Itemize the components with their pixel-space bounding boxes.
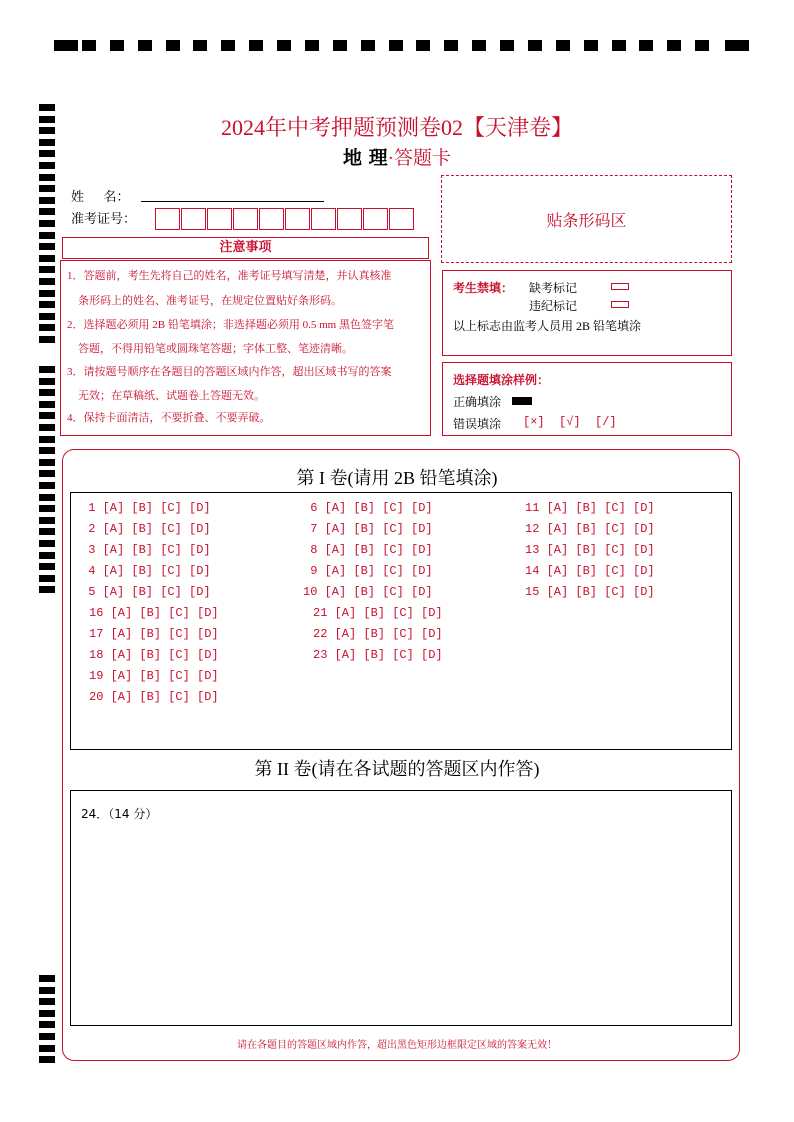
timing-mark bbox=[39, 586, 55, 593]
exam-id-digit-box[interactable] bbox=[311, 208, 336, 230]
forbidden-label: 考生禁填： bbox=[453, 281, 514, 295]
timing-mark bbox=[39, 104, 55, 111]
timing-mark bbox=[39, 998, 55, 1005]
notice-title: 注意事项 bbox=[62, 237, 429, 259]
timing-mark bbox=[39, 401, 55, 408]
timing-mark bbox=[639, 40, 653, 51]
timing-mark bbox=[193, 40, 207, 51]
fill-sample-box bbox=[442, 362, 732, 436]
barcode-area bbox=[441, 175, 732, 263]
exam-id-digit-box[interactable] bbox=[181, 208, 206, 230]
timing-mark bbox=[39, 174, 55, 181]
absent-mark-box[interactable] bbox=[611, 283, 629, 290]
fill-sample-title: 选择题填涂样例： bbox=[453, 373, 550, 387]
exam-id-digit-box[interactable] bbox=[155, 208, 180, 230]
exam-id-digit-box[interactable] bbox=[233, 208, 258, 230]
timing-mark bbox=[39, 278, 55, 285]
wrong-fill-label: 错误填涂 bbox=[453, 417, 502, 431]
exam-id-digit-box[interactable] bbox=[363, 208, 388, 230]
timing-mark bbox=[110, 40, 124, 51]
timing-mark bbox=[277, 40, 291, 51]
name-field[interactable] bbox=[141, 201, 324, 202]
timing-mark bbox=[444, 40, 458, 51]
timing-mark bbox=[39, 447, 55, 454]
exam-id-label: 准考证号： bbox=[71, 211, 137, 226]
notice-line: 2．选择题必须用 2B 铅笔填涂；非选择题必须用 0.5 mm 黑色签字笔 bbox=[67, 319, 394, 331]
wrong-fill-marks: [×] [√] [/] bbox=[523, 415, 617, 429]
correct-fill-mark bbox=[512, 397, 532, 405]
question-row[interactable]: 11 [A] [B] [C] [D] bbox=[525, 501, 655, 515]
timing-mark bbox=[361, 40, 375, 51]
timing-mark bbox=[39, 1010, 55, 1017]
timing-mark bbox=[500, 40, 514, 51]
exam-id-digit-box[interactable] bbox=[207, 208, 232, 230]
question-row[interactable]: 16 [A] [B] [C] [D] bbox=[89, 606, 219, 620]
correct-fill-label: 正确填涂 bbox=[453, 395, 502, 409]
timing-mark bbox=[695, 40, 709, 51]
timing-mark bbox=[667, 40, 681, 51]
notice-box bbox=[60, 260, 431, 436]
question-row[interactable]: 21 [A] [B] [C] [D] bbox=[313, 606, 443, 620]
question-row[interactable]: 18 [A] [B] [C] [D] bbox=[89, 648, 219, 662]
question-row[interactable]: 12 [A] [B] [C] [D] bbox=[525, 522, 655, 536]
notice-line: 1．答题前，考生先将自己的姓名，准考证号填写清楚，并认真核准 bbox=[67, 270, 392, 282]
notice-line: 无效；在草稿纸、试题卷上答题无效。 bbox=[67, 390, 265, 402]
footer-note: 请在各题目的答题区域内作答，超出黑色矩形边框限定区域的答案无效！ bbox=[237, 1040, 557, 1051]
question-row[interactable]: 1 [A] [B] [C] [D] bbox=[81, 501, 211, 515]
notice-line: 3．请按题号顺序在各题目的答题区域内作答，超出区域书写的答案 bbox=[67, 366, 392, 378]
name-label: 姓 名： bbox=[71, 189, 130, 204]
forbidden-note: 以上标志由监考人员用 2B 铅笔填涂 bbox=[453, 319, 642, 333]
question-row[interactable]: 8 [A] [B] [C] [D] bbox=[303, 543, 433, 557]
question-row[interactable]: 2 [A] [B] [C] [D] bbox=[81, 522, 211, 536]
section1-title: 第 I 卷(请用 2B 铅笔填涂) bbox=[296, 468, 498, 488]
timing-mark bbox=[39, 389, 55, 396]
question-24-label: 24．（14 分） bbox=[81, 807, 158, 821]
timing-mark bbox=[221, 40, 235, 51]
timing-mark bbox=[389, 40, 403, 51]
exam-id-digit-box[interactable] bbox=[259, 208, 284, 230]
timing-mark bbox=[725, 40, 749, 51]
question-row[interactable]: 13 [A] [B] [C] [D] bbox=[525, 543, 655, 557]
question-row[interactable]: 15 [A] [B] [C] [D] bbox=[525, 585, 655, 599]
question-row[interactable]: 3 [A] [B] [C] [D] bbox=[81, 543, 211, 557]
timing-mark bbox=[39, 563, 55, 570]
timing-mark bbox=[39, 424, 55, 431]
notice-line: 答题，不得用铅笔或圆珠笔答题；字体工整、笔迹清晰。 bbox=[67, 343, 353, 355]
timing-mark bbox=[39, 220, 55, 227]
absent-mark-label: 缺考标记 bbox=[529, 281, 578, 295]
question-row[interactable]: 23 [A] [B] [C] [D] bbox=[313, 648, 443, 662]
timing-mark bbox=[39, 208, 55, 215]
question-row[interactable]: 4 [A] [B] [C] [D] bbox=[81, 564, 211, 578]
question-row[interactable]: 14 [A] [B] [C] [D] bbox=[525, 564, 655, 578]
violation-mark-label: 违纪标记 bbox=[529, 299, 578, 313]
question-row[interactable]: 9 [A] [B] [C] [D] bbox=[303, 564, 433, 578]
timing-mark bbox=[39, 517, 55, 524]
examiner-marks-box bbox=[442, 270, 732, 356]
question-row[interactable]: 6 [A] [B] [C] [D] bbox=[303, 501, 433, 515]
question-row[interactable]: 17 [A] [B] [C] [D] bbox=[89, 627, 219, 641]
timing-mark bbox=[416, 40, 430, 51]
timing-mark bbox=[39, 1056, 55, 1063]
timing-mark bbox=[333, 40, 347, 51]
question-24-answer-box[interactable] bbox=[70, 790, 732, 1026]
timing-mark bbox=[39, 185, 55, 192]
exam-id-boxes[interactable] bbox=[155, 208, 415, 230]
question-row[interactable]: 20 [A] [B] [C] [D] bbox=[89, 690, 219, 704]
subject-label: 地 理 bbox=[343, 147, 388, 169]
page-title: 2024年中考押题预测卷02【天津卷】 bbox=[220, 115, 573, 140]
timing-mark bbox=[305, 40, 319, 51]
timing-mark bbox=[39, 378, 55, 385]
notice-line: 条形码上的姓名、准考证号，在规定位置贴好条形码。 bbox=[67, 295, 342, 307]
answer-card-label: ·答题卡 bbox=[387, 148, 451, 169]
timing-mark bbox=[39, 494, 55, 501]
top-timing-marks bbox=[52, 38, 749, 52]
timing-mark bbox=[39, 1021, 55, 1028]
page-subtitle bbox=[0, 143, 794, 170]
timing-mark bbox=[39, 266, 55, 273]
timing-mark bbox=[39, 290, 55, 297]
timing-mark bbox=[39, 197, 55, 204]
timing-mark bbox=[39, 436, 55, 443]
timing-mark bbox=[472, 40, 486, 51]
timing-mark bbox=[612, 40, 626, 51]
timing-mark bbox=[39, 528, 55, 535]
question-row[interactable]: 7 [A] [B] [C] [D] bbox=[303, 522, 433, 536]
question-row[interactable]: 22 [A] [B] [C] [D] bbox=[313, 627, 443, 641]
question-row[interactable]: 19 [A] [B] [C] [D] bbox=[89, 669, 219, 683]
timing-mark bbox=[39, 324, 55, 331]
barcode-label: 贴条形码区 bbox=[546, 212, 627, 230]
timing-mark bbox=[39, 540, 55, 547]
timing-mark bbox=[82, 40, 96, 51]
notice-line: 4．保持卡面清洁，不要折叠、不要弄破。 bbox=[67, 412, 271, 424]
timing-mark bbox=[39, 987, 55, 994]
timing-mark bbox=[39, 575, 55, 582]
timing-mark bbox=[584, 40, 598, 51]
timing-mark bbox=[39, 301, 55, 308]
timing-mark bbox=[39, 552, 55, 559]
violation-mark-box[interactable] bbox=[611, 301, 629, 308]
question-row[interactable]: 10 [A] [B] [C] [D] bbox=[303, 585, 433, 599]
timing-mark bbox=[528, 40, 542, 51]
timing-mark bbox=[166, 40, 180, 51]
timing-mark bbox=[556, 40, 570, 51]
timing-mark bbox=[39, 336, 55, 343]
timing-mark bbox=[39, 255, 55, 262]
question-row[interactable]: 5 [A] [B] [C] [D] bbox=[81, 585, 211, 599]
timing-mark bbox=[39, 313, 55, 320]
timing-mark bbox=[39, 232, 55, 239]
timing-mark bbox=[54, 40, 78, 51]
timing-mark bbox=[249, 40, 263, 51]
timing-mark bbox=[39, 505, 55, 512]
exam-id-digit-box[interactable] bbox=[285, 208, 310, 230]
multiple-choice-box bbox=[70, 492, 732, 750]
timing-mark bbox=[39, 975, 55, 982]
section2-title: 第 II 卷(请在各试题的答题区内作答) bbox=[254, 759, 540, 779]
exam-id-digit-box[interactable] bbox=[389, 208, 414, 230]
timing-mark bbox=[39, 412, 55, 419]
timing-mark bbox=[39, 366, 55, 373]
timing-mark bbox=[39, 243, 55, 250]
timing-mark bbox=[138, 40, 152, 51]
exam-id-digit-box[interactable] bbox=[337, 208, 362, 230]
